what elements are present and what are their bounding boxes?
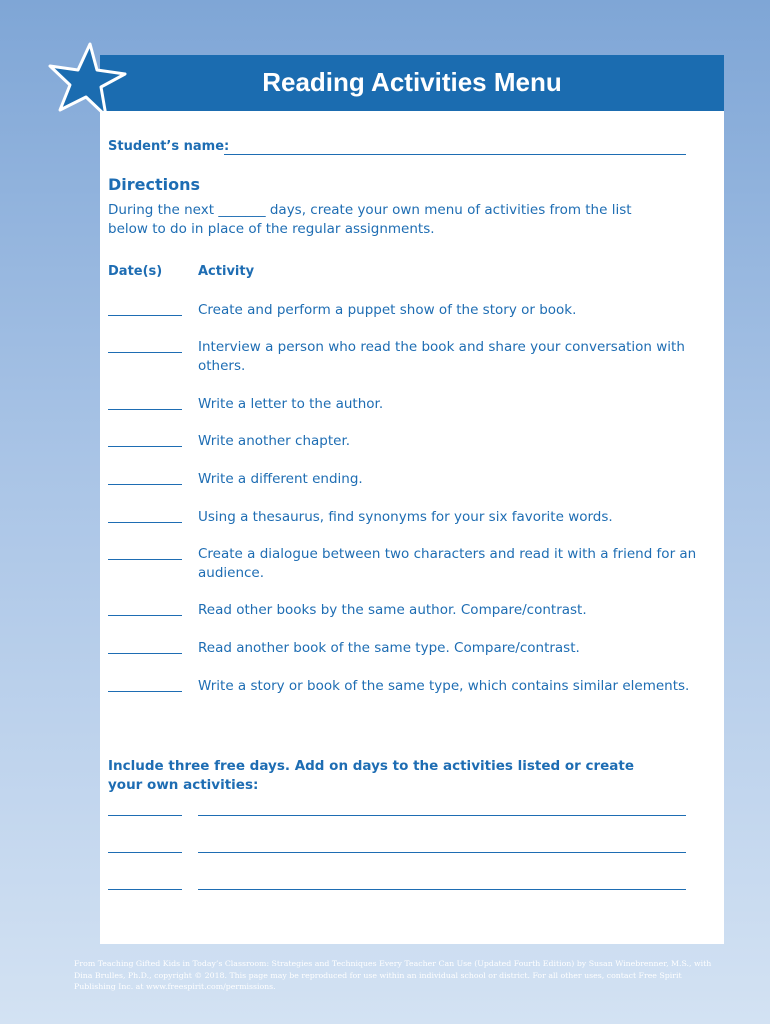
student-name-row bbox=[108, 139, 686, 159]
date-blank[interactable] bbox=[108, 352, 182, 353]
activity-text: Write a letter to the author. bbox=[198, 396, 384, 412]
free-day-row bbox=[108, 815, 686, 817]
activity-column-header: Activity bbox=[198, 264, 255, 279]
free-day-date-blank[interactable] bbox=[108, 852, 182, 853]
page-title: Reading Activities Menu bbox=[262, 67, 562, 97]
free-days-instructions: Include three free days. Add on days to the activities listed or create your own activities: bbox=[108, 758, 635, 793]
student-name-field[interactable] bbox=[224, 154, 686, 155]
free-day-activity-blank[interactable] bbox=[198, 815, 686, 816]
free-day-row bbox=[108, 889, 686, 891]
activity-text: Write a different ending. bbox=[198, 471, 363, 487]
title-banner bbox=[100, 55, 724, 111]
date-blank[interactable] bbox=[108, 409, 182, 410]
free-day-activity-blank[interactable] bbox=[198, 852, 686, 853]
date-blank[interactable] bbox=[108, 522, 182, 523]
activity-text: Create a dialogue between two characters and read it with a friend for an audience. bbox=[198, 546, 697, 581]
activity-text: Read other books by the same author. Compare/contrast. bbox=[198, 602, 587, 618]
free-day-date-blank[interactable] bbox=[108, 815, 182, 816]
activity-text: Write another chapter. bbox=[198, 433, 351, 449]
date-blank[interactable] bbox=[108, 559, 182, 560]
worksheet-page bbox=[100, 111, 724, 944]
activity-text: Interview a person who read the book and share your conversation with others. bbox=[198, 339, 685, 374]
activity-text: Write a story or book of the same type, which contains similar elements. bbox=[198, 678, 690, 694]
date-blank[interactable] bbox=[108, 615, 182, 616]
student-name-label: Student’s name: bbox=[108, 139, 230, 154]
activity-text: Using a thesaurus, find synonyms for your six favorite words. bbox=[198, 509, 613, 525]
free-day-activity-blank[interactable] bbox=[198, 889, 686, 890]
star-icon bbox=[46, 40, 128, 120]
free-day-row bbox=[108, 852, 686, 854]
date-column-header: Date(s) bbox=[108, 264, 163, 279]
activity-text: Read another book of the same type. Compare/contrast. bbox=[198, 640, 580, 656]
copyright-footer: From Teaching Gifted Kids in Today’s Classroom: Strategies and Techniques Every Teacher Can Use (Updated Fourth Edition) by Susan Winebrenner, M.S., with Dina Brulles, Ph.D., copyright © 2018. This page may be reproduced for use within an individual school or district. For all other uses, contact Free Spirit Publishing Inc. at www.freespirit.com/permissions. bbox=[74, 959, 712, 991]
date-blank[interactable] bbox=[108, 446, 182, 447]
date-blank[interactable] bbox=[108, 691, 182, 692]
directions-text: During the next _______ days, create your own menu of activities from the list below to do in place of the regular assignments. bbox=[108, 202, 632, 237]
date-blank[interactable] bbox=[108, 315, 182, 316]
date-blank[interactable] bbox=[108, 653, 182, 654]
directions-heading: Directions bbox=[108, 175, 201, 194]
date-blank[interactable] bbox=[108, 484, 182, 485]
activity-text: Create and perform a puppet show of the story or book. bbox=[198, 302, 577, 318]
free-day-date-blank[interactable] bbox=[108, 889, 182, 890]
